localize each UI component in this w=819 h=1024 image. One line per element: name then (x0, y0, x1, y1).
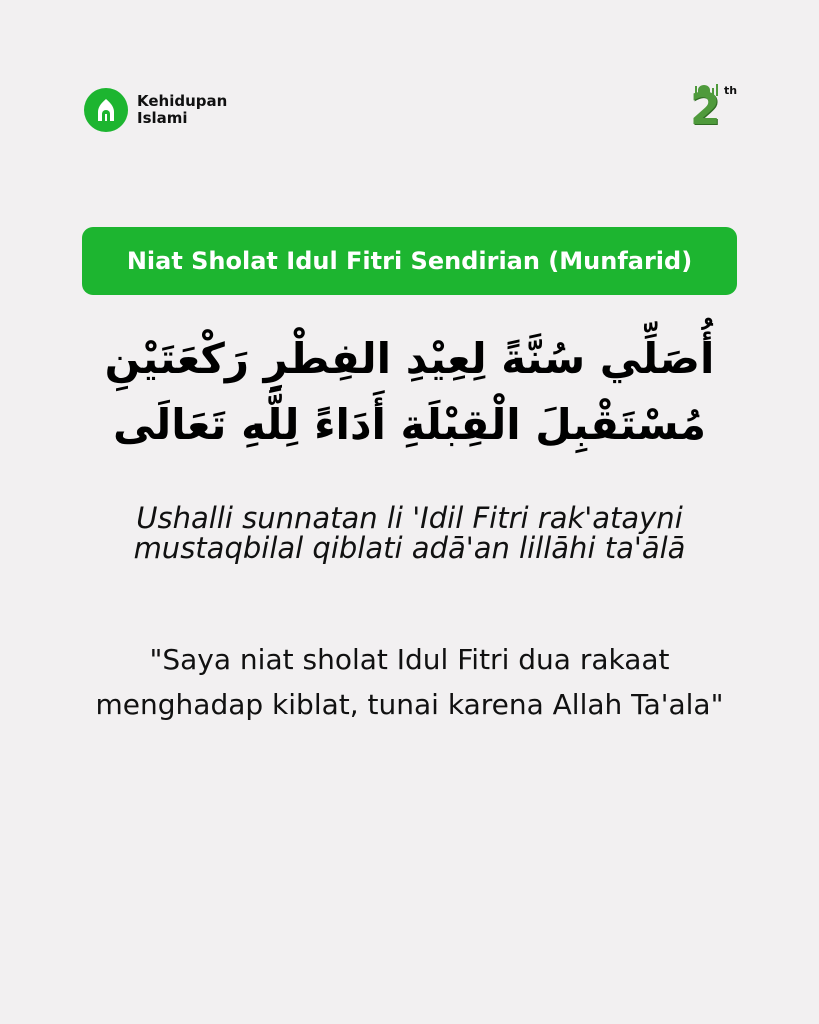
translation-text: "Saya niat sholat Idul Fitri dua rakaat menghadap kiblat, tunai karena Allah Ta'ala" (95, 643, 724, 721)
brand-logo (84, 88, 227, 132)
dome-glyph (93, 97, 119, 123)
brand-name-line2: Islami (137, 109, 188, 127)
brand-name (137, 93, 227, 127)
arabic-niat (70, 326, 749, 458)
brand-name-line1: Kehidupan (137, 92, 228, 110)
arabic-niat-line2: مُسْتَقْبِلَ الْقِبْلَةِ أَدَاءً لِلَّهِ تَعَالَى (112, 400, 707, 449)
anniversary-suffix: th (724, 84, 738, 97)
latin-transliteration: Ushalli sunnatan li 'Idil Fitri rak'atayni mustaqbilal qiblati adā'an lillāhi ta'ālā (133, 501, 686, 565)
page-title: Niat Sholat Idul Fitri Sendirian (Munfarid) (126, 247, 693, 275)
arabic-niat-line1: أُصَلِّي سُنَّةً لِعِيْدِ الفِطْرِ رَكْعَتَيْنِ (104, 334, 715, 383)
mosque-dome-icon (84, 88, 128, 132)
anniversary-badge (688, 82, 740, 136)
title-banner (82, 227, 737, 295)
anniversary-number: 2 (690, 84, 721, 135)
